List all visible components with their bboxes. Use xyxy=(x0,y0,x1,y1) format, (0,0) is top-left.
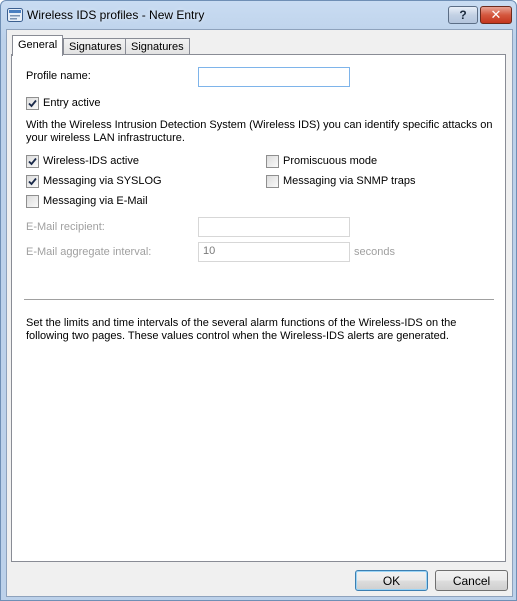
email-interval-label: E-Mail aggregate interval: xyxy=(26,246,152,258)
tab-signatures-1[interactable] xyxy=(63,38,128,55)
entry-active-checkbox[interactable] xyxy=(26,97,39,110)
promiscuous-mode-label: Promiscuous mode xyxy=(283,155,378,167)
close-button[interactable] xyxy=(480,6,512,24)
close-icon: ✕ xyxy=(490,7,502,22)
check-mark-icon xyxy=(28,177,37,186)
check-mark-icon xyxy=(28,157,37,166)
email-recipient-label: E-Mail recipient: xyxy=(26,221,105,233)
email-interval-input[interactable]: 10 xyxy=(198,242,350,262)
messaging-snmp-checkbox[interactable] xyxy=(266,175,279,188)
email-interval-unit: seconds xyxy=(354,246,395,258)
help-button[interactable] xyxy=(448,6,478,24)
profile-name-label: Profile name: xyxy=(26,70,91,82)
messaging-email-checkbox[interactable] xyxy=(26,195,39,208)
check-mark-icon xyxy=(28,99,37,108)
entry-active-label: Entry active xyxy=(43,97,101,109)
messaging-syslog-label: Messaging via SYSLOG xyxy=(43,175,162,187)
footer-text: Set the limits and time intervals of the several alarm functions of the Wireless-IDS on the following two pages. These values control when the Wireless-IDS alerts are generated. xyxy=(26,317,457,342)
tab-general-label: General xyxy=(18,39,58,51)
promiscuous-mode-checkbox[interactable] xyxy=(266,155,279,168)
app-icon xyxy=(7,7,23,23)
separator xyxy=(24,299,494,301)
messaging-snmp-label: Messaging via SNMP traps xyxy=(283,175,416,187)
wireless-ids-active-label: Wireless-IDS active xyxy=(43,155,139,167)
title-bar[interactable] xyxy=(1,1,516,29)
tab-general[interactable] xyxy=(12,35,63,56)
profile-name-input[interactable] xyxy=(198,67,350,87)
cancel-button[interactable]: Cancel xyxy=(435,570,508,591)
tab-panel-general xyxy=(11,54,506,562)
dialog-client-area xyxy=(6,29,513,597)
window-title: Wireless IDS profiles - New Entry xyxy=(27,8,205,22)
ok-button[interactable]: OK xyxy=(355,570,428,591)
intro-text: With the Wireless Intrusion Detection System (Wireless IDS) you can identify specific attacks on your wireless LAN infrastructure. xyxy=(26,119,493,144)
email-recipient-input[interactable] xyxy=(198,217,350,237)
tab-signatures-1-label: Signatures xyxy=(69,41,122,53)
messaging-syslog-checkbox[interactable] xyxy=(26,175,39,188)
tab-signatures-2-label: Signatures xyxy=(131,41,184,53)
tab-signatures-2[interactable] xyxy=(125,38,190,55)
messaging-email-label: Messaging via E-Mail xyxy=(43,195,148,207)
wireless-ids-active-checkbox[interactable] xyxy=(26,155,39,168)
help-icon: ? xyxy=(459,8,467,22)
